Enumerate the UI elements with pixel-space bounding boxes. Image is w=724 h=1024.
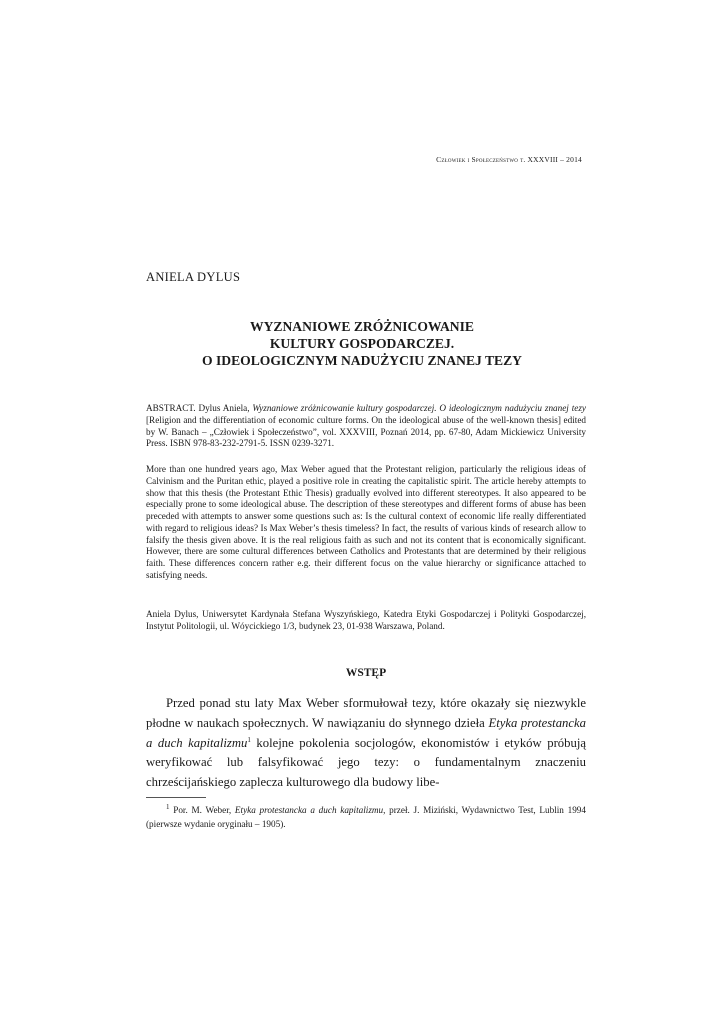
- author-affiliation: Aniela Dylus, Uniwersytet Kardynała Stefana Wyszyńskiego, Katedra Etyki Gospodarczej i Polityki Gospodarczej, Instytut Politologii, ul. Wóycickiego 1/3, budynek 23, 01-938 Warszawa, Poland.: [146, 609, 586, 631]
- running-head: Człowiek i Społeczeństwo t. XXXVIII – 2014: [436, 155, 582, 164]
- footnote-divider: [146, 797, 206, 798]
- footnote-reference[interactable]: 1: [247, 735, 251, 744]
- body-paragraph: [146, 694, 586, 793]
- summary-paragraph: More than one hundred years ago, Max Weber agued that the Protestant religion, particularly the religious ideas of Calvinism and the Puritan ethic, played a positive role in creating the capitalistic spirit. The article hereby attempts to show that this thesis (the Protestant Ethic Thesis) gradually evolved into different stereotypes. It also appeared to be especially prone to some ideological abuse. The description of these stereotypes and different forms of abuse has been preceded with attempts to answer some questions such as: Is the cultural context of economic life really differentiated with regard to religious ideas? Is Max Weber’s thesis timeless? In fact, the results of various kinds of research allow to falsify the thesis given above. It is the real religious faith as such and not its content that is economically significant. However, there are some cultural differences between Catholics and Protestants that are determined by their religious faith. These differences concern rather e.g. their different focus on the value hierarchy or significance attached to satisfying needs.: [146, 464, 586, 580]
- abstract: [146, 403, 586, 450]
- footnote-italic: Etyka protestancka a duch kapitalizmu: [234, 805, 384, 815]
- abstract-lead: ABSTRACT. Dylus Aniela,: [146, 403, 253, 413]
- section-heading: WSTĘP: [345, 667, 387, 679]
- footnote-lead: Por. M. Weber,: [169, 805, 235, 815]
- title-line-2: KULTURY GOSPODARCZEJ.: [269, 336, 455, 351]
- author-name: ANIELA DYLUS: [146, 270, 241, 284]
- body-italic-title: Etyka protestancka a duch kapitalizmu: [146, 715, 586, 750]
- footnote-rest: , przeł. J. Miziński, Wydawnictwo Test, Lublin 1994 (pierwsze wydanie oryginału – 1905).: [146, 805, 586, 829]
- footnote: [146, 803, 586, 831]
- title-line-3: O IDEOLOGICZNYM NADUŻYCIU ZNANEJ TEZY: [202, 353, 522, 368]
- abstract-rest: [Religion and the differentiation of economic culture forms. On the ideological abuse of the well-known thesis] edited by W. Banach – „Człowiek i Społeczeństwo”, vol. XXXVIII, Poznań 2014, pp. 67-80, Adam Mickiewicz University Press. ISBN 978-83-232-2791-5. ISSN 0239-3271.: [146, 414, 586, 449]
- body-part-1: Przed ponad stu laty Max Weber sformułował tezy, które okazały się niezwykle płodne w naukach społecznych. W nawiązaniu do słynnego dzieła: [146, 696, 586, 730]
- article-title: [146, 318, 578, 369]
- body-part-2: kolejne pokolenia socjologów, ekonomistów i etyków próbują weryfikować lub falsyfikować jego tezy: o fundamentalnym znaczeniu chrześcijańskiego zaplecza kulturowego dla budowy libe-: [146, 735, 586, 790]
- title-line-1: WYZNANIOWE ZRÓŻNICOWANIE: [250, 319, 474, 334]
- footnote-number: 1: [166, 802, 170, 811]
- abstract-title-italic: Wyznaniowe zróżnicowanie kultury gospodarczej. O ideologicznym nadużyciu znanej tezy: [252, 403, 586, 413]
